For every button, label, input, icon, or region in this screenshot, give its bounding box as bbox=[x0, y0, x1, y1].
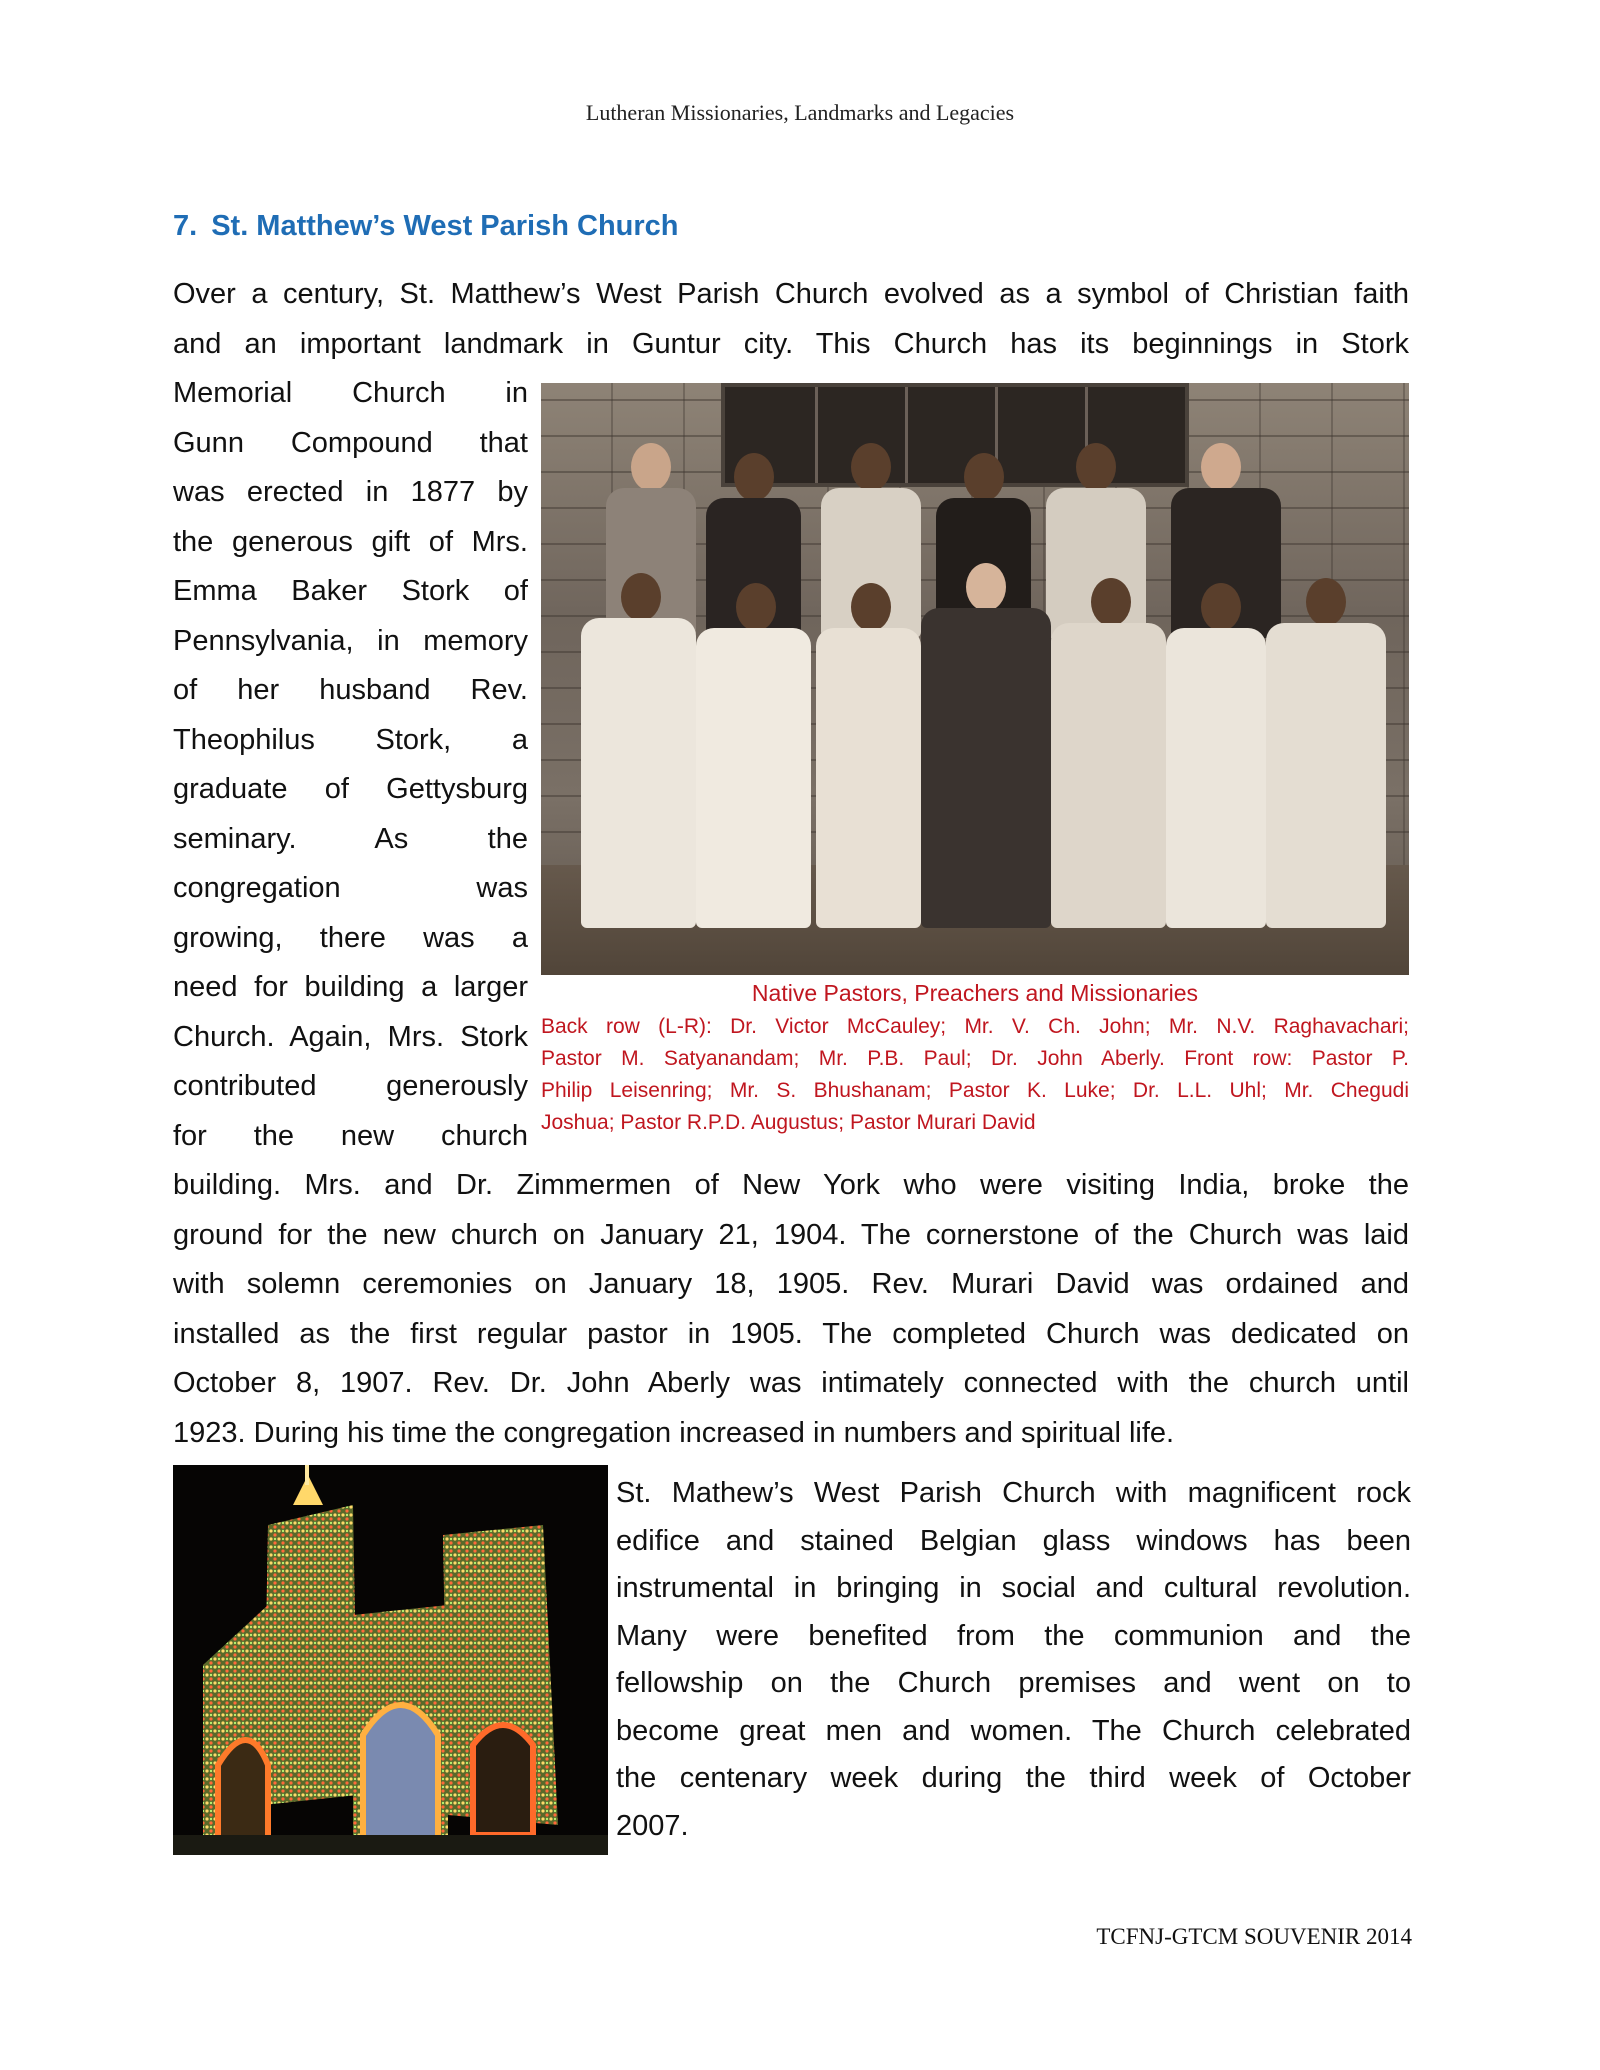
section-number: 7. bbox=[173, 210, 198, 242]
text-line: instrumental in bringing in social and cultural revolution. bbox=[616, 1572, 1411, 1604]
photo-caption bbox=[541, 1011, 1409, 1139]
intro-paragraph bbox=[173, 270, 1409, 369]
narrow-column-text bbox=[173, 369, 528, 1161]
stained-window bbox=[721, 383, 1189, 487]
text-line: 2007. bbox=[616, 1809, 689, 1842]
text-line: need for building a larger bbox=[173, 971, 528, 1003]
text-line: fellowship on the Church premises and went on to bbox=[616, 1667, 1411, 1699]
caption-line: Philip Leisenring; Mr. S. Bhushanam; Pastor K. Luke; Dr. L.L. Uhl; Mr. Chegudi bbox=[541, 1079, 1409, 1102]
illuminated-church-photo bbox=[173, 1465, 608, 1855]
text-line: and an important landmark in Guntur city. This Church has its beginnings in Stork bbox=[173, 327, 1409, 360]
text-line: for the new church bbox=[173, 1119, 528, 1152]
text-line: congregation was bbox=[173, 872, 528, 904]
text-line: contributed generously bbox=[173, 1070, 528, 1102]
section-heading bbox=[173, 210, 679, 243]
text-line: October 8, 1907. Rev. Dr. John Aberly was intimately connected with the church until bbox=[173, 1367, 1409, 1399]
text-line: seminary. As the bbox=[173, 822, 528, 855]
text-line: Many were benefited from the communion and the bbox=[616, 1619, 1411, 1652]
photo-caption-title: Native Pastors, Preachers and Missionaries bbox=[751, 980, 1199, 1006]
section-title: St. Matthew’s West Parish Church bbox=[211, 210, 679, 242]
text-line: building. Mrs. and Dr. Zimmermen of New York who were visiting India, broke the bbox=[173, 1169, 1409, 1201]
running-header: Lutheran Missionaries, Landmarks and Legacies bbox=[585, 100, 1015, 125]
text-line: Over a century, St. Matthew’s West Parish Church evolved as a symbol of Christian faith bbox=[173, 278, 1409, 310]
text-line: graduate of Gettysburg bbox=[173, 773, 528, 805]
text-line: the generous gift of Mrs. bbox=[173, 525, 528, 558]
text-line: was erected in 1877 by bbox=[173, 476, 528, 508]
text-line: growing, there was a bbox=[173, 921, 528, 954]
right-paragraph bbox=[616, 1470, 1411, 1850]
text-line: St. Mathew’s West Parish Church with magnificent rock bbox=[616, 1477, 1411, 1509]
text-line: edifice and stained Belgian glass windows has been bbox=[616, 1524, 1411, 1557]
text-line: ground for the new church on January 21, 1904. The cornerstone of the Church was laid bbox=[173, 1218, 1409, 1251]
text-line: Pennsylvania, in memory bbox=[173, 624, 528, 657]
text-line: Memorial Church in bbox=[173, 377, 528, 409]
text-line: 1923. During his time the congregation increased in numbers and spiritual life. bbox=[173, 1416, 1175, 1449]
text-line: Church. Again, Mrs. Stork bbox=[173, 1020, 528, 1053]
caption-line: Joshua; Pastor R.P.D. Augustus; Pastor Murari David bbox=[541, 1111, 1036, 1134]
caption-line: Back row (L-R): Dr. Victor McCauley; Mr. V. Ch. John; Mr. N.V. Raghavachari; bbox=[541, 1015, 1409, 1038]
page-footer: TCFNJ-GTCM SOUVENIR 2014 bbox=[1096, 1924, 1412, 1949]
group-photo bbox=[541, 383, 1409, 975]
text-line: the centenary week during the third week of October bbox=[616, 1762, 1411, 1794]
text-line: Gunn Compound that bbox=[173, 426, 528, 459]
text-line: become great men and women. The Church celebrated bbox=[616, 1714, 1411, 1747]
continuation-paragraph bbox=[173, 1161, 1409, 1458]
text-line: Emma Baker Stork of bbox=[173, 575, 528, 607]
text-line: Theophilus Stork, a bbox=[173, 723, 528, 756]
text-line: of her husband Rev. bbox=[173, 674, 528, 706]
text-line: installed as the first regular pastor in 1905. The completed Church was dedicated on bbox=[173, 1317, 1409, 1350]
text-line: with solemn ceremonies on January 18, 1905. Rev. Murari David was ordained and bbox=[173, 1268, 1409, 1300]
caption-line: Pastor M. Satyanandam; Mr. P.B. Paul; Dr. John Aberly. Front row: Pastor P. bbox=[541, 1047, 1409, 1070]
